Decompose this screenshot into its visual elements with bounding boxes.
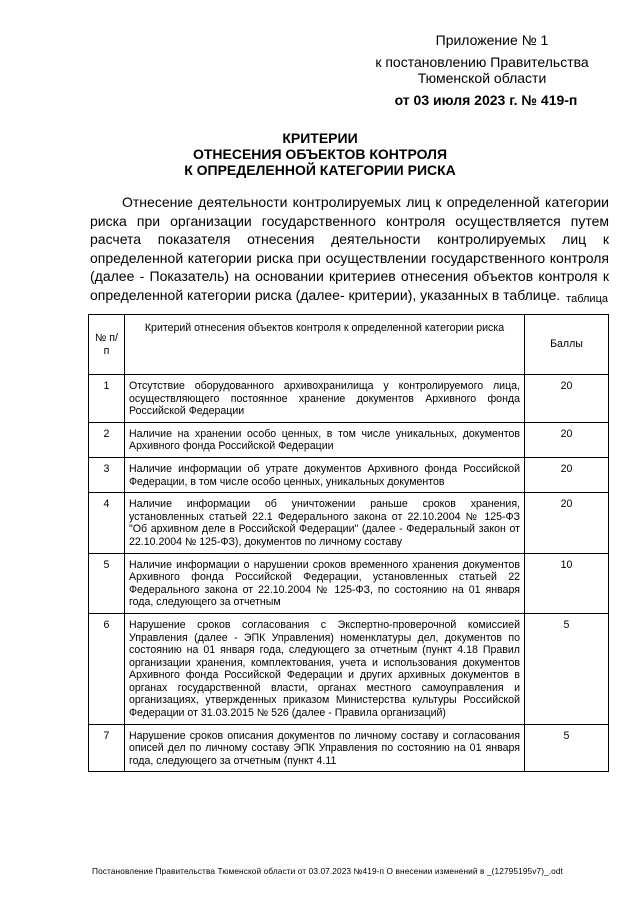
row-points: 5: [525, 613, 609, 724]
table-row: [89, 553, 609, 613]
table-header-row: [89, 315, 609, 375]
decree-date-number: от 03 июля 2023 г. № 419-п: [394, 92, 578, 108]
row-number: 2: [89, 422, 125, 457]
decree-reference-line2: Тюменской области: [417, 70, 547, 86]
row-criterion: Наличие информации об утрате документов Архивного фонда Российской Федерации, в том числе особо ценных, уникальных документов: [125, 457, 525, 492]
row-criterion: Наличие на хранении особо ценных, в том числе уникальных, документов Архивного фонда Российской Федерации: [125, 422, 525, 457]
row-criterion: Нарушение сроков описания документов по личному составу и согласования описей дел по личному составу ЭПК Управления по состоянию на 01 января года, следующего за отчетным (пункт 4.11: [125, 724, 525, 772]
intro-paragraph: Отнесение деятельности контролируемых лиц к определенной категории риска при организации государственного контроля осуществляется путем расчета показателя отнесения деятельности контролируемых лиц к определенной категории риска при осуществлении государственного контроля (далее - Показатель) на основании критериев отнесения объектов контроля к определенной категории риска (далее- критерии), указанных в таблице.: [90, 194, 609, 303]
document-title-line1: КРИТЕРИИ: [282, 130, 358, 146]
header-number: № п/п: [89, 315, 125, 375]
row-points: 10: [525, 553, 609, 613]
row-number: 1: [89, 375, 125, 423]
row-points: 20: [525, 457, 609, 492]
row-criterion: Наличие информации о нарушении сроков временного хранения документов Архивного фонда Российской Федерации, установленных статьей 22 Федерального закона от 22.10.2004 № 125-ФЗ, по состоянию на 01 января года, следующего за отчетным: [125, 553, 525, 613]
table-row: [89, 493, 609, 553]
table-row: [89, 457, 609, 492]
table-label: таблица: [566, 293, 608, 305]
row-points: 5: [525, 724, 609, 772]
criteria-table: [88, 314, 609, 772]
appendix-label: Приложение № 1: [435, 32, 549, 48]
table-row: [89, 422, 609, 457]
row-number: 3: [89, 457, 125, 492]
row-number: 5: [89, 553, 125, 613]
row-criterion: Нарушение сроков согласования с Экспертно-проверочной комиссией Управления (далее - ЭПК Управления) номенклатуры дел, документов по состоянию на 01 января года, следующего за отчетным (пункт 4.18 Правил организации хранения, комплектования, учета и использования документов Архивного фонда Российской Федерации и других архивных документов в органах государственной власти, органах местного самоуправления и организациях, утвержденных приказом Министерства культуры Российской Федерации от 31.03.2015 № 526 (далее - Правила организаций): [125, 613, 525, 724]
row-points: 20: [525, 493, 609, 553]
document-title-line3: К ОПРЕДЕЛЕННОЙ КАТЕГОРИИ РИСКА: [184, 162, 456, 178]
row-points: 20: [525, 375, 609, 423]
header-points: Баллы: [525, 315, 609, 375]
header-criterion: Критерий отнесения объектов контроля к определенной категории риска: [125, 315, 525, 375]
row-number: 6: [89, 613, 125, 724]
document-footer: Постановление Правительства Тюменской области от 03.07.2023 №419-п О внесении изменений в _(12795195v7)_.odt: [92, 866, 564, 876]
row-criterion: Отсутствие оборудованного архивохранилища у контролируемого лица, осуществляющего постоянное хранение документов Архивного фонда Российской Федерации: [125, 375, 525, 423]
table-row: [89, 724, 609, 772]
row-points: 20: [525, 422, 609, 457]
row-criterion: Наличие информации об уничтожении раньше сроков хранения, установленных статьей 22.1 Федерального закона от 22.10.2004 № 125-ФЗ "Об архивном деле в Российской Федерации" (далее - Федеральный закон от 22.10.2004 № 125-ФЗ), документов по личному составу: [125, 493, 525, 553]
row-number: 7: [89, 724, 125, 772]
row-number: 4: [89, 493, 125, 553]
document-title-line2: ОТНЕСЕНИЯ ОБЪЕКТОВ КОНТРОЛЯ: [192, 146, 448, 162]
table-row: [89, 375, 609, 423]
decree-reference-line1: к постановлению Правительства: [375, 54, 589, 70]
table-row: [89, 613, 609, 724]
